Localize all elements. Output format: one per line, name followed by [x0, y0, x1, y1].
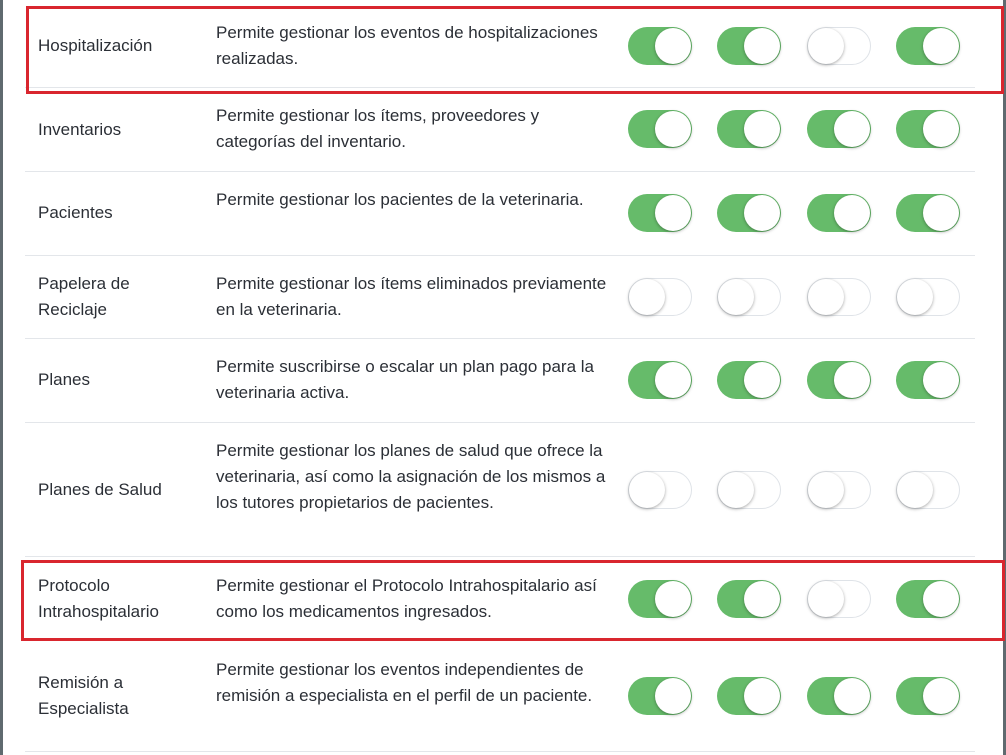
permission-toggle[interactable] — [807, 677, 871, 715]
module-name: Planes — [38, 370, 90, 389]
module-description: Permite gestionar los pacientes de la veterinaria. — [216, 190, 584, 209]
toggle-knob — [744, 362, 780, 398]
toggle-knob — [923, 195, 959, 231]
module-description: Permite gestionar los eventos independientes de remisión a especialista en el perfil de un paciente. — [216, 660, 593, 705]
permission-toggle[interactable] — [896, 677, 960, 715]
permission-toggle[interactable] — [896, 110, 960, 148]
permission-toggle[interactable] — [717, 110, 781, 148]
permission-toggle[interactable] — [896, 580, 960, 618]
toggle-knob — [808, 472, 844, 508]
permission-toggle[interactable] — [807, 471, 871, 509]
permission-toggle[interactable] — [628, 471, 692, 509]
module-description: Permite gestionar los ítems, proveedores y categorías del inventario. — [216, 106, 540, 151]
toggle-knob — [655, 362, 691, 398]
toggle-knob — [718, 472, 754, 508]
toggle-knob — [744, 28, 780, 64]
permission-toggle[interactable] — [628, 110, 692, 148]
toggle-knob — [923, 362, 959, 398]
permission-toggle[interactable] — [807, 361, 871, 399]
window-edge-left — [0, 0, 3, 755]
permission-toggle[interactable] — [717, 677, 781, 715]
toggle-knob — [655, 581, 691, 617]
toggle-knob — [655, 28, 691, 64]
module-row-inventarios — [25, 88, 975, 172]
toggle-knob — [629, 279, 665, 315]
module-description: Permite gestionar el Protocolo Intrahospitalario así como los medicamentos ingresados. — [216, 576, 597, 621]
toggle-knob — [744, 111, 780, 147]
permission-toggle[interactable] — [628, 580, 692, 618]
permission-toggle[interactable] — [896, 361, 960, 399]
toggle-knob — [923, 28, 959, 64]
toggle-knob — [655, 195, 691, 231]
toggle-knob — [808, 279, 844, 315]
permission-toggle[interactable] — [717, 27, 781, 65]
module-row-remision — [25, 641, 975, 752]
toggle-knob — [923, 678, 959, 714]
permission-toggle[interactable] — [717, 194, 781, 232]
toggle-knob — [897, 279, 933, 315]
permission-toggle[interactable] — [807, 278, 871, 316]
module-description: Permite gestionar los eventos de hospitalizaciones realizadas. — [216, 23, 598, 68]
toggle-knob — [655, 678, 691, 714]
module-row-protocolo — [25, 557, 975, 641]
module-row-papelera — [25, 256, 975, 339]
toggle-knob — [834, 678, 870, 714]
permission-toggle[interactable] — [628, 27, 692, 65]
toggle-knob — [655, 111, 691, 147]
permission-toggle[interactable] — [717, 361, 781, 399]
module-name: Remisión a Especialista — [38, 673, 129, 718]
toggle-knob — [744, 195, 780, 231]
toggle-knob — [923, 111, 959, 147]
permission-toggle[interactable] — [628, 361, 692, 399]
toggle-knob — [897, 472, 933, 508]
module-name: Protocolo Intrahospitalario — [38, 576, 159, 621]
permission-toggle[interactable] — [628, 278, 692, 316]
permission-toggle[interactable] — [896, 278, 960, 316]
toggle-knob — [808, 28, 844, 64]
toggle-knob — [834, 111, 870, 147]
module-name: Papelera de Reciclaje — [38, 274, 130, 319]
permission-toggle[interactable] — [807, 27, 871, 65]
permission-toggle[interactable] — [628, 677, 692, 715]
toggle-knob — [718, 279, 754, 315]
toggle-knob — [744, 581, 780, 617]
permission-toggle[interactable] — [807, 580, 871, 618]
permission-toggle[interactable] — [896, 194, 960, 232]
permission-toggle[interactable] — [896, 471, 960, 509]
module-row-planes-de-salud — [25, 423, 975, 557]
toggle-knob — [808, 581, 844, 617]
permission-toggle[interactable] — [717, 580, 781, 618]
module-name: Planes de Salud — [38, 480, 162, 499]
module-description: Permite gestionar los planes de salud que ofrece la veterinaria, así como la asignación de los mismos a los tutores propietarios de pacientes. — [216, 441, 606, 512]
module-name: Hospitalización — [38, 36, 153, 55]
permission-toggle[interactable] — [807, 194, 871, 232]
permission-toggle[interactable] — [717, 278, 781, 316]
module-row-planes — [25, 339, 975, 423]
toggle-knob — [744, 678, 780, 714]
module-name: Pacientes — [38, 203, 113, 222]
permission-toggle[interactable] — [896, 27, 960, 65]
permission-toggle[interactable] — [807, 110, 871, 148]
toggle-knob — [834, 195, 870, 231]
toggle-knob — [629, 472, 665, 508]
toggle-knob — [923, 581, 959, 617]
module-description: Permite suscribirse o escalar un plan pago para la veterinaria activa. — [216, 357, 594, 402]
module-row-pacientes — [25, 172, 975, 256]
module-description: Permite gestionar los ítems eliminados previamente en la veterinaria. — [216, 274, 607, 319]
toggle-knob — [834, 362, 870, 398]
module-name: Inventarios — [38, 120, 122, 139]
permission-toggle[interactable] — [628, 194, 692, 232]
module-row-hospitalizacion — [25, 4, 975, 88]
permission-toggle[interactable] — [717, 471, 781, 509]
